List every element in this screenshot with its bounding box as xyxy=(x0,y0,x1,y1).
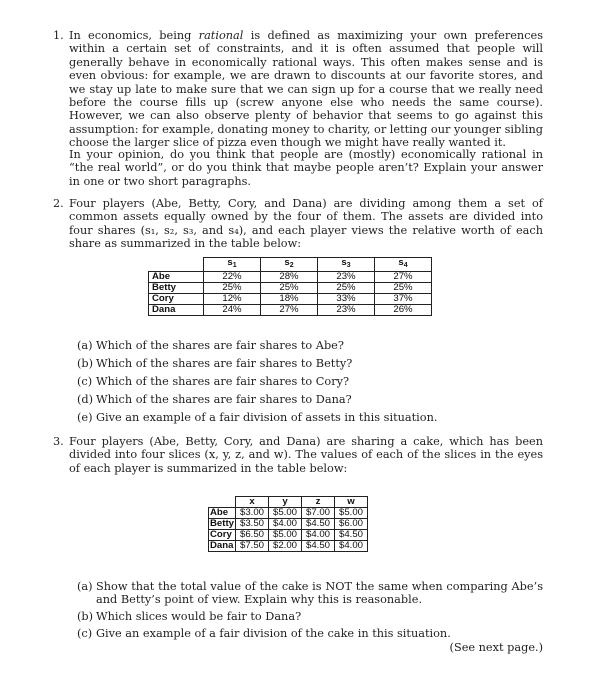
col-header-s3: $s_3$ xyxy=(318,258,375,272)
row-label: Abe xyxy=(209,508,236,519)
problem-3-questions xyxy=(77,580,543,654)
cake-values-table xyxy=(208,496,368,552)
problem-1-paragraph-2: In your opinion, do you think that people are (mostly) economically rational in “the real world”, or do you think that maybe people aren’t? Explain your answer in one or two short paragraphs. xyxy=(69,148,543,188)
row-label: Betty xyxy=(149,283,204,294)
question-label: (a) xyxy=(77,580,93,593)
table-row xyxy=(149,272,432,283)
table-cell: $7.00 xyxy=(302,508,335,519)
table-cell: $5.00 xyxy=(335,508,368,519)
question-text: Which slices would be fair to Dana? xyxy=(96,610,302,624)
table-row xyxy=(209,519,368,530)
table-cell: 27% xyxy=(261,305,318,316)
table-cell: $5.00 xyxy=(269,530,302,541)
table-corner xyxy=(209,497,236,508)
question-text: Give an example of a fair division of the cake in this situation. xyxy=(96,627,451,641)
table-cell: 26% xyxy=(375,305,432,316)
row-label: Cory xyxy=(209,530,236,541)
table-cell: $2.00 xyxy=(269,541,302,552)
table-cell: 25% xyxy=(318,283,375,294)
col-header-w: w xyxy=(335,497,368,508)
shares-table-header xyxy=(149,258,432,272)
problem-1-paragraph-1 xyxy=(69,29,543,150)
table-cell: 12% xyxy=(204,294,261,305)
table-row xyxy=(149,283,432,294)
question-label: (c) xyxy=(77,627,93,641)
list-item xyxy=(77,610,543,623)
question-text: Which of the shares are fair shares to Cory? xyxy=(96,375,350,389)
shares-table xyxy=(148,257,432,316)
problem-2-questions xyxy=(77,337,543,427)
table-cell: 25% xyxy=(204,283,261,294)
table-cell: 22% xyxy=(204,272,261,283)
question-text: Which of the shares are fair shares to Betty? xyxy=(96,357,353,371)
table-row xyxy=(209,541,368,552)
table-cell: 25% xyxy=(261,283,318,294)
list-item xyxy=(77,355,543,373)
col-header-s1: $s_1$ xyxy=(204,258,261,272)
question-text: Which of the shares are fair shares to Abe? xyxy=(96,339,344,352)
problem-2-intro: Four players (Abe, Betty, Cory, and Dana) are dividing among them a set of common assets equally owned by the four of them. The assets are divided into four shares (s₁, s₂, s₃, and s₄), and each player views the relative worth of each share as summarized in the table below: xyxy=(69,197,543,251)
cake-table-header xyxy=(209,497,368,508)
row-label: Dana xyxy=(149,305,204,316)
table-cell: $3.00 xyxy=(236,508,269,519)
table-cell: 33% xyxy=(318,294,375,305)
row-label: Abe xyxy=(149,272,204,283)
list-item xyxy=(77,627,543,654)
table-cell: 28% xyxy=(261,272,318,283)
question-text: Which of the shares are fair shares to Dana? xyxy=(96,393,352,407)
table-row xyxy=(209,508,368,519)
problem-3-intro: Four players (Abe, Betty, Cory, and Dana) are sharing a cake, which has been divided into four slices (x, y, z, and w). The values of each of the slices in the eyes of each player is summarized in the table below: xyxy=(69,435,543,475)
col-header-s4: $s_4$ xyxy=(375,258,432,272)
question-label: (e) xyxy=(77,411,93,425)
table-cell: $4.50 xyxy=(302,541,335,552)
question-label: (d) xyxy=(77,393,94,407)
table-cell: $4.00 xyxy=(335,541,368,552)
table-cell: $4.00 xyxy=(269,519,302,530)
row-label: Dana xyxy=(209,541,236,552)
row-label: Betty xyxy=(210,518,234,529)
list-item xyxy=(77,391,543,409)
table-cell: $4.00 xyxy=(302,530,335,541)
table-cell: $4.50 xyxy=(302,519,335,530)
problem-1-italic-term: rational xyxy=(198,29,244,42)
question-label: (b) xyxy=(77,610,94,624)
col-header-x: x xyxy=(236,497,269,508)
col-header-s2: $s_2$ xyxy=(261,258,318,272)
problem-2-number: 2. xyxy=(53,197,64,210)
row-label: Cory xyxy=(149,294,204,305)
problem-1-number: 1. xyxy=(53,29,64,42)
table-cell: $4.50 xyxy=(335,530,368,541)
table-cell: $6.50 xyxy=(236,530,269,541)
table-corner xyxy=(149,258,204,272)
col-header-y: y xyxy=(269,497,302,508)
table-cell: 23% xyxy=(318,272,375,283)
table-cell: $7.50 xyxy=(236,541,269,552)
question-text: Give an example of a fair division of assets in this situation. xyxy=(96,411,438,425)
table-row xyxy=(209,530,368,541)
question-label: (a) xyxy=(77,339,93,352)
list-item xyxy=(77,337,543,355)
table-row xyxy=(149,294,432,305)
col-header-z: z xyxy=(302,497,335,508)
table-cell: 23% xyxy=(318,305,375,316)
table-cell: 27% xyxy=(375,272,432,283)
table-cell: 24% xyxy=(204,305,261,316)
question-label: (c) xyxy=(77,375,93,389)
question-text: Show that the total value of the cake is NOT the same when comparing Abe’s and Betty’s point of view. Explain why this is reasonable. xyxy=(96,580,543,607)
list-item xyxy=(77,409,543,427)
table-cell: $6.00 xyxy=(335,519,368,530)
table-cell: $5.00 xyxy=(269,508,302,519)
list-item xyxy=(77,373,543,391)
problem-1-text-cont: is defined as maximizing your own preferences within a certain set of constraints, and it is often assumed that people will generally behave in economically rational ways. This often makes sense and is even obvious: for example, we are drawn to discounts at our favorite stores, and we stay up late to make sure that we can sign up for a course that we really need before the course fills up (screw anyone else who needs the same course). However, we can also observe plenty of behavior that seems to go against this assumption: for example, donating money to charity, or letting our younger sibling choose the larger slice of pizza even though we might have really wanted it. xyxy=(69,29,544,150)
table-cell: $3.50 xyxy=(236,519,269,530)
list-item xyxy=(77,580,543,607)
question-label: (b) xyxy=(77,357,94,371)
table-cell: 25% xyxy=(375,283,432,294)
table-cell: 37% xyxy=(375,294,432,305)
problem-3-number: 3. xyxy=(53,435,64,448)
see-next-page-note: (See next page.) xyxy=(449,640,543,654)
problem-1-text: In economics, being xyxy=(69,29,199,42)
table-cell: 18% xyxy=(261,294,318,305)
table-row xyxy=(149,305,432,316)
